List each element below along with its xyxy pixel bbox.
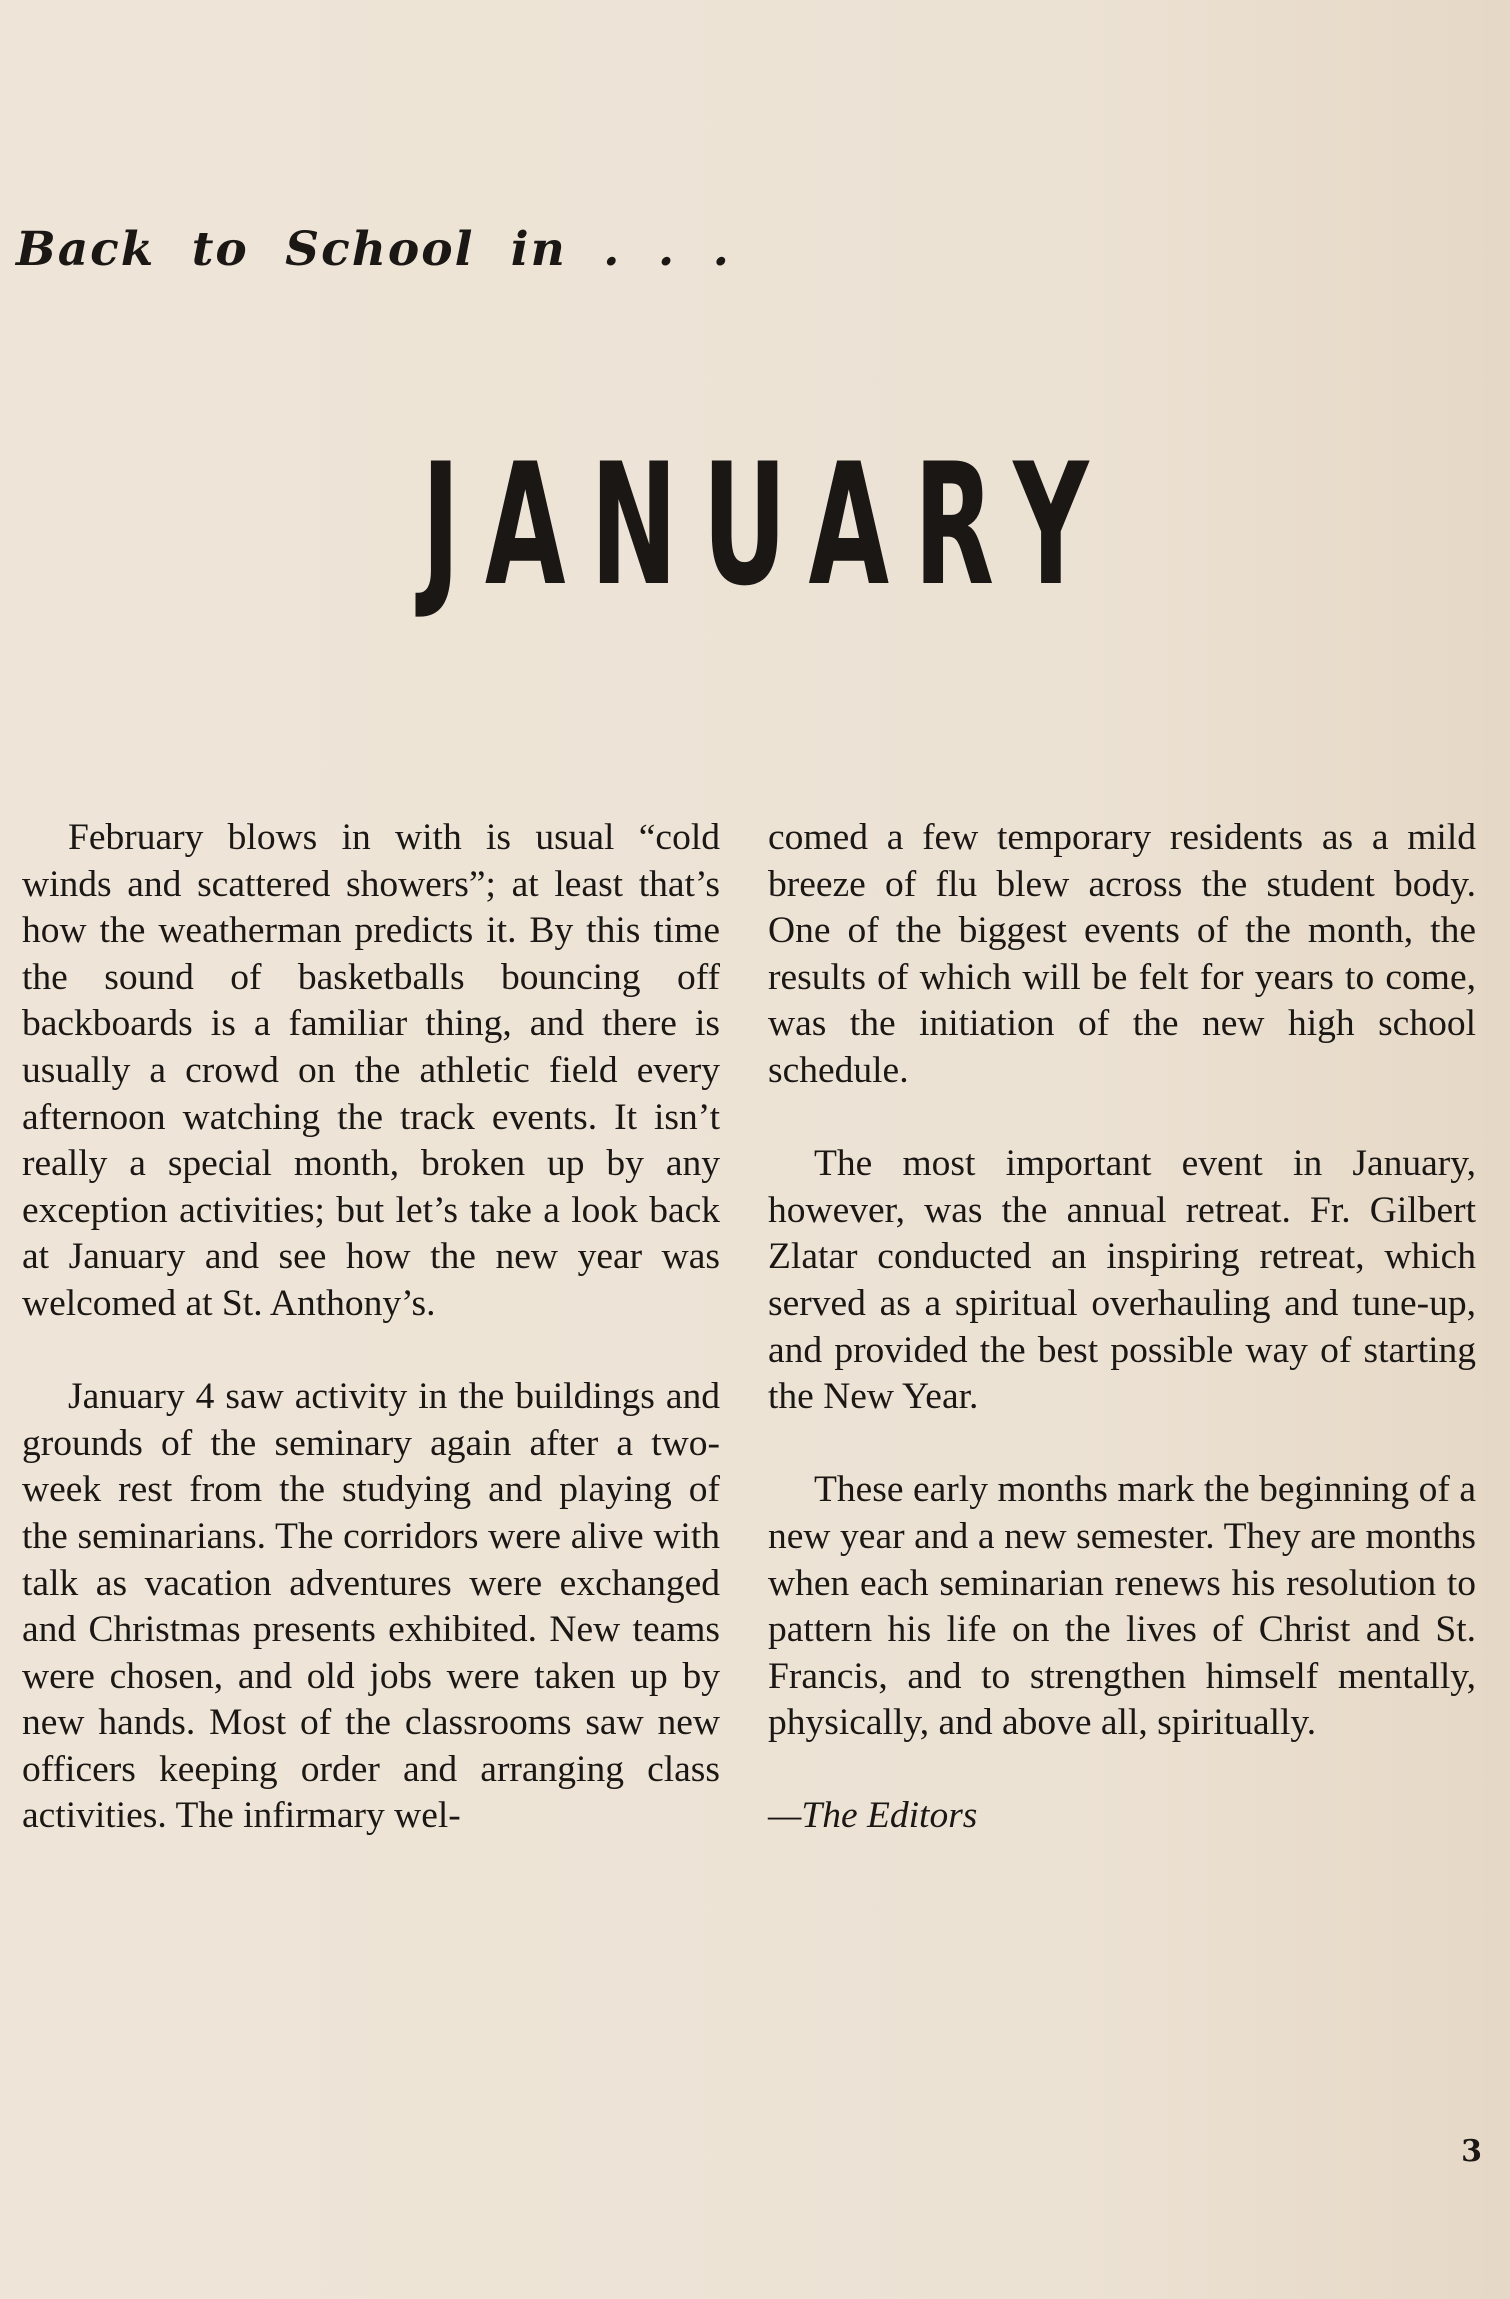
article-right-column: [768, 815, 1476, 1887]
page-number: 3: [1461, 2134, 1482, 2169]
paragraph-infirmary-continued: comed a few temporary residents as a mild breeze of flu blew across the student body. One of the biggest events of the month, the results of which will be felt for years to come, was the initiation of the new high school schedule.: [768, 817, 1476, 1091]
article-left-column: [22, 815, 720, 1887]
paragraph-early-months: These early months mark the beginning of a new year and a new semester. They are months when each seminarian renews his resolution to pattern his life on the lives of Christ and St. Francis, and to strengthen himself mentally, physically, and above all, spiritually.: [768, 1469, 1476, 1744]
kicker-heading: Back to School in . . .: [16, 222, 731, 277]
signature: —The Editors: [768, 1795, 978, 1837]
paragraph-january-4: January 4 saw activity in the buildings and grounds of the seminary again after a two-week rest from the studying and playing of the seminarians. The corridors were alive with talk as vacation adventures were exchanged and Christmas presents exhibited. New teams were chosen, and old jobs were taken up by new hands. Most of the classrooms saw new officers keeping order and arranging class activities. The infirmary wel-: [22, 1376, 720, 1837]
paragraph-february: February blows in with is usual “cold winds and scattered showers”; at least that’s how the weatherman predicts it. By this time the sound of basketballs bouncing off backboards is a familiar thing, and there is usually a crowd on the athletic field every afternoon watching the track events. It isn’t really a special month, broken up by any exception activities; but let’s take a look back at January and see how the new year was welcomed at St. Anthony’s.: [22, 817, 720, 1324]
paragraph-retreat: The most important event in January, however, was the annual retreat. Fr. Gilbert Zlatar conducted an inspiring retreat, which served as a spiritual overhauling and tune-up, and provided the best possible way of starting the New Year.: [768, 1143, 1476, 1418]
page-title: JANUARY: [421, 427, 1114, 623]
